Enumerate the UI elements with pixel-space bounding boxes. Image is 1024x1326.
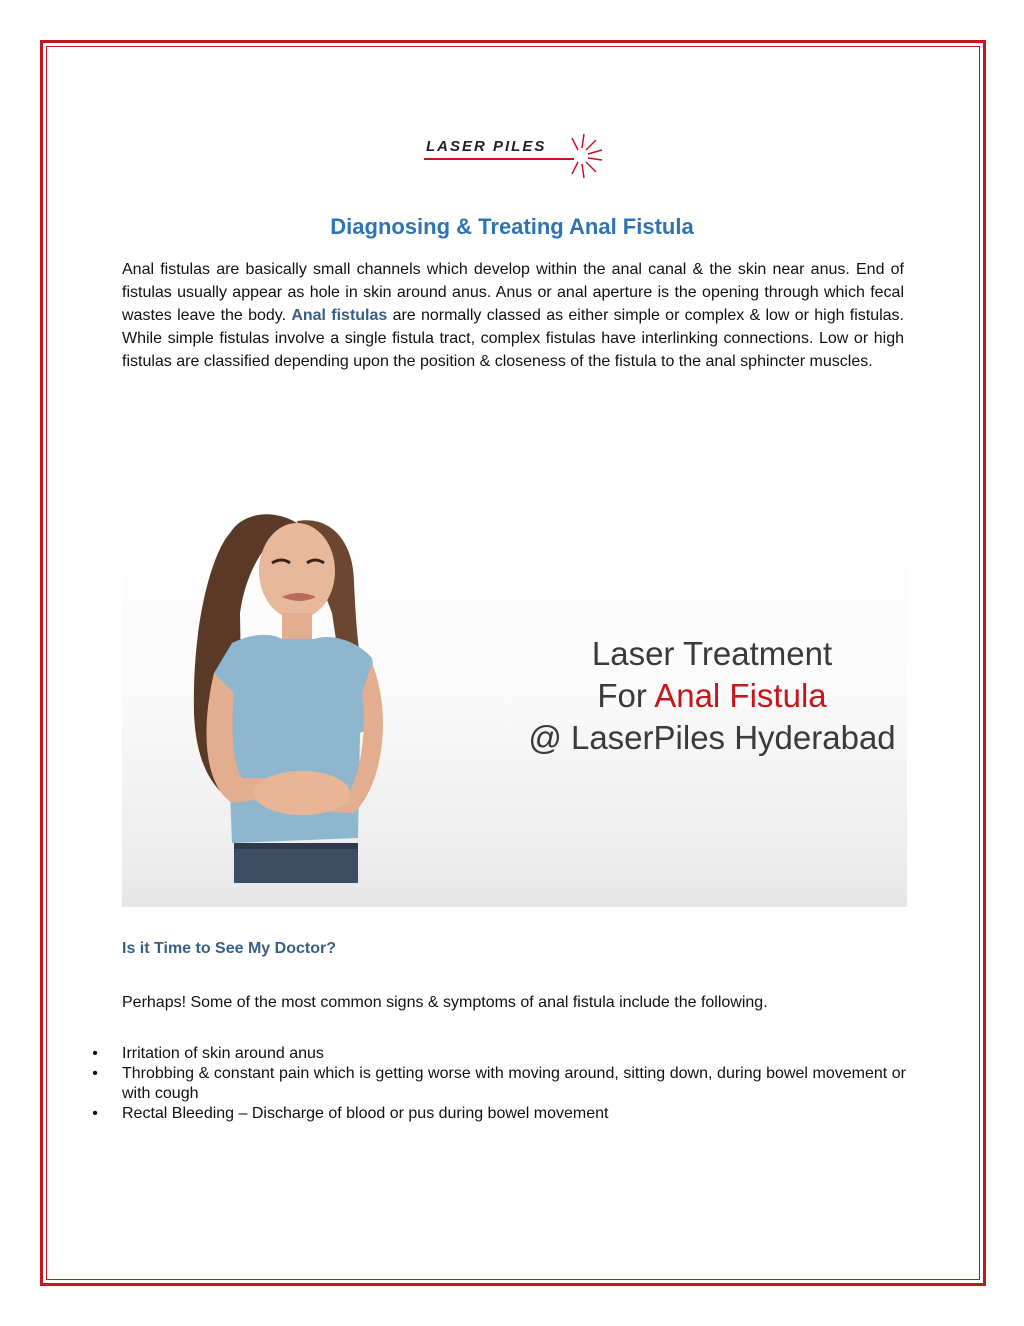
symptom-list	[90, 1044, 906, 1124]
banner-line-2	[522, 675, 902, 717]
bullet-dot-icon: •	[92, 1105, 98, 1122]
intro-text-part2: are normally classed as either simple or complex & low or high fistulas. While simple fistulas involve a single fistula tract, complex fistulas have interlinking connections. Low or high fistulas are classified depending upon the position & closeness of the fistula to the anal sphincter muscles.	[122, 307, 905, 370]
list-item	[90, 1104, 906, 1124]
list-item	[90, 1044, 906, 1064]
list-item	[90, 1064, 906, 1104]
section-lead: Perhaps! Some of the most common signs & symptoms of anal fistula include the following.	[122, 994, 768, 1011]
banner-line-3: @ LaserPiles Hyderabad	[528, 719, 896, 756]
anal-fistulas-link[interactable]: Anal fistulas	[291, 307, 388, 324]
logo-text: LASER PILES	[426, 138, 547, 155]
logo-underline	[424, 158, 574, 160]
banner-line-1: Laser Treatment	[591, 635, 833, 672]
list-item-text: Rectal Bleeding – Discharge of blood or pus during bowel movement	[122, 1105, 609, 1122]
laser-piles-logo	[420, 128, 610, 188]
bullet-dot-icon: •	[92, 1065, 98, 1082]
bullet-dot-icon: •	[92, 1045, 98, 1062]
list-item-text: Irritation of skin around anus	[122, 1045, 324, 1062]
laser-burst-icon	[570, 128, 610, 188]
banner-line-2-prefix: For	[597, 677, 655, 714]
banner-text	[522, 633, 902, 759]
treatment-banner-image	[122, 493, 907, 907]
document-title: Diagnosing & Treating Anal Fistula	[330, 214, 694, 239]
section-subheading: Is it Time to See My Doctor?	[122, 940, 336, 957]
intro-text-part1: Anal fistulas are basically small channels which develop within the anal canal & the skin near anus. End of fistulas usually appear as hole in skin around anus. Anus or anal aperture is the opening through which fecal wastes leave the body.	[122, 261, 904, 324]
intro-paragraph	[122, 258, 904, 373]
list-item-text: Throbbing & constant pain which is getting worse with moving around, sitting down, during bowel movement or with cough	[122, 1065, 906, 1102]
banner-line-2-accent: Anal Fistula	[654, 677, 827, 714]
